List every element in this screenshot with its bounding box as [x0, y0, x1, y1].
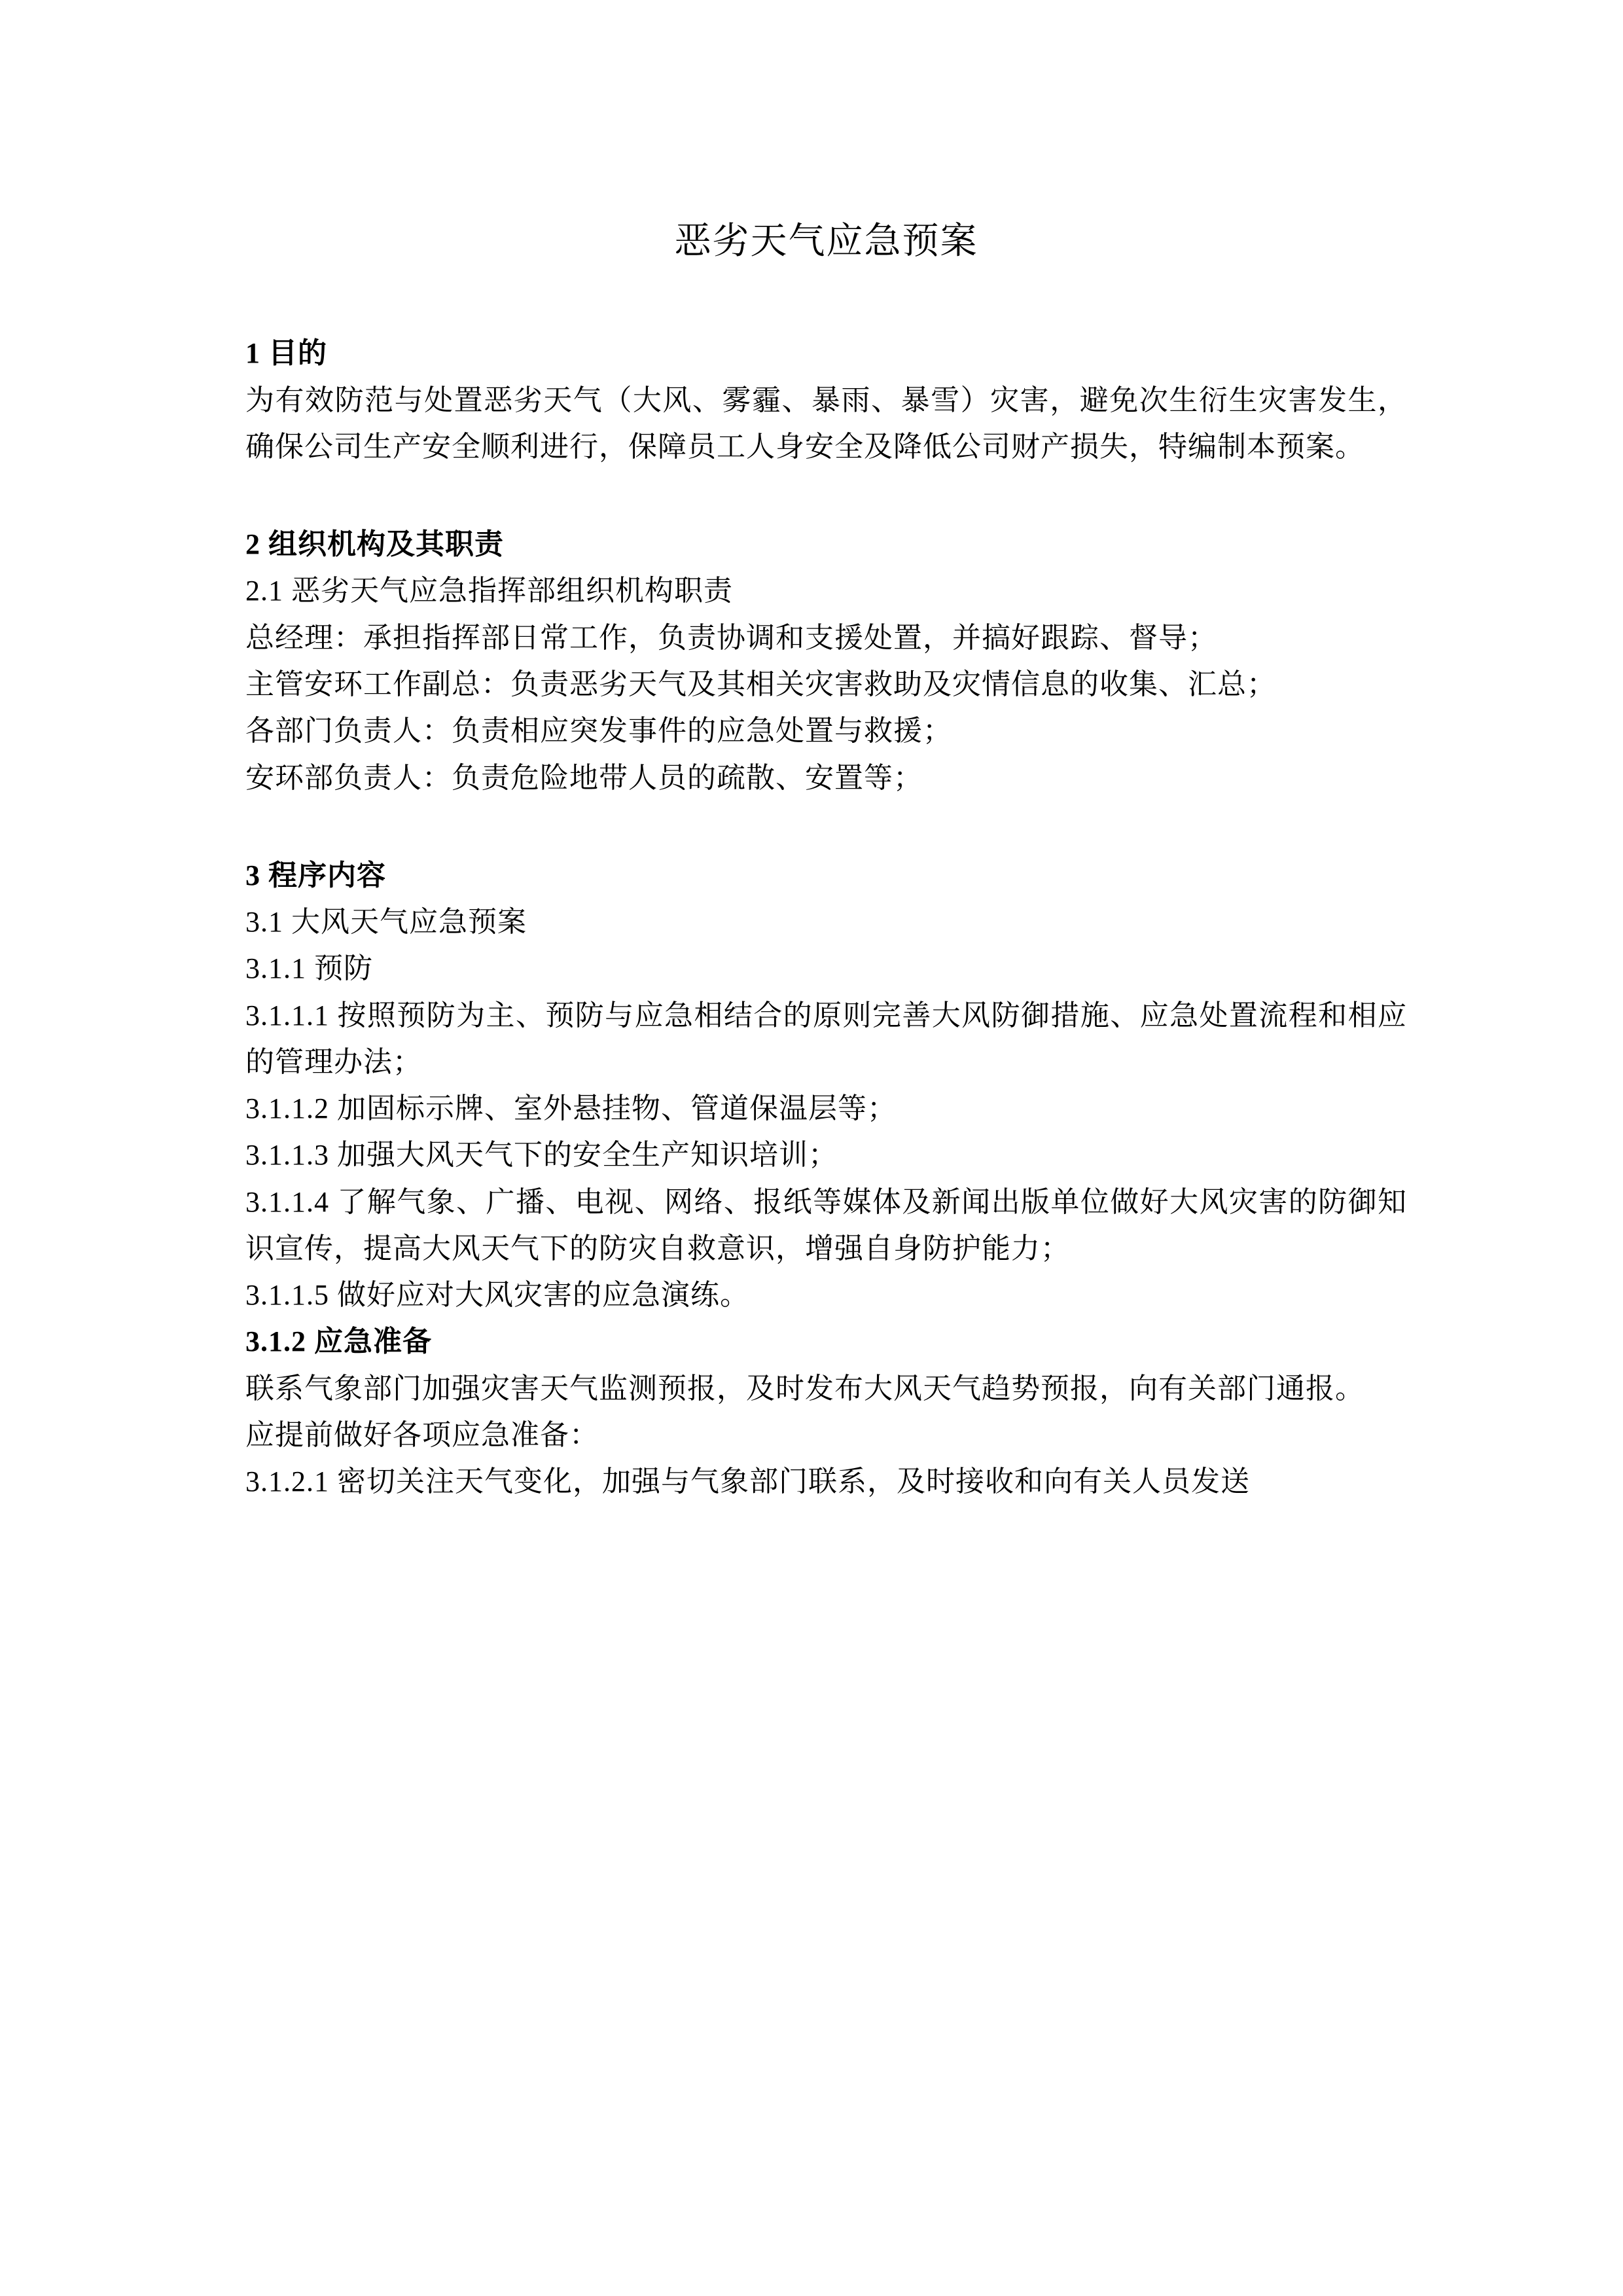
- section-heading-purpose: 1 目的: [245, 337, 327, 370]
- subsection-heading-prevention: 3.1.1 预防: [245, 952, 373, 985]
- paragraph-org-department-heads: 各部门负责人：负责相应突发事件的应急处置与救援；: [245, 715, 952, 747]
- paragraph-prevention-1: 3.1.1.1 按照预防为主、预防与应急相结合的原则完善大风防御措施、应急处置流程和相应的管理办法；: [245, 999, 1407, 1078]
- subsection-heading-org-duties: 2.1 恶劣天气应急指挥部组织机构职责: [245, 575, 733, 607]
- section-heading-organization: 2 组织机构及其职责: [245, 528, 504, 561]
- paragraph-org-deputy: 主管安环工作副总：负责恶劣天气及其相关灾害救助及灾情信息的收集、汇总；: [245, 668, 1276, 700]
- paragraph-org-gm: 总经理：承担指挥部日常工作，负责协调和支援处置，并搞好跟踪、督导；: [245, 621, 1217, 654]
- paragraph-prevention-3: 3.1.1.3 加强大风天气下的安全生产知识培训；: [245, 1139, 838, 1172]
- paragraph-prevention-2: 3.1.1.2 加固标示牌、室外悬挂物、管道保温层等；: [245, 1092, 897, 1125]
- spacer: [245, 801, 1407, 852]
- spacer: [245, 267, 1407, 330]
- paragraph-prevention-4: 3.1.1.4 了解气象、广播、电视、网络、报纸等媒体及新闻出版单位做好大风灾害的防御知识宣传，提高大风天气下的防灾自救意识，增强自身防护能力；: [245, 1185, 1407, 1265]
- page-title: 恶劣天气应急预案: [674, 221, 978, 262]
- section-heading-procedure: 3 程序内容: [245, 859, 386, 891]
- paragraph-purpose: 为有效防范与处置恶劣天气（大风、雾霾、暴雨、暴雪）灾害，避免次生衍生灾害发生，确保公司生产安全顺利进行，保障员工人身安全及降低公司财产损失，特编制本预案。: [245, 384, 1407, 463]
- paragraph-preparation-2: 应提前做好各项应急准备：: [245, 1418, 599, 1451]
- subsection-heading-wind-plan: 3.1 大风天气应急预案: [245, 906, 527, 939]
- paragraph-preparation-1: 联系气象部门加强灾害天气监测预报，及时发布大风天气趋势预报，向有关部门通报。: [245, 1372, 1364, 1405]
- paragraph-org-safety-dept: 安环部负责人：负责危险地带人员的疏散、安置等；: [245, 761, 923, 794]
- paragraph-preparation-3: 3.1.2.1 密切关注天气变化，加强与气象部门联系，及时接收和向有关人员发送: [245, 1465, 1250, 1498]
- paragraph-prevention-5: 3.1.1.5 做好应对大风灾害的应急演练。: [245, 1279, 749, 1312]
- subsection-heading-emergency-preparation: 3.1.2 应急准备: [245, 1325, 432, 1358]
- spacer: [245, 470, 1407, 521]
